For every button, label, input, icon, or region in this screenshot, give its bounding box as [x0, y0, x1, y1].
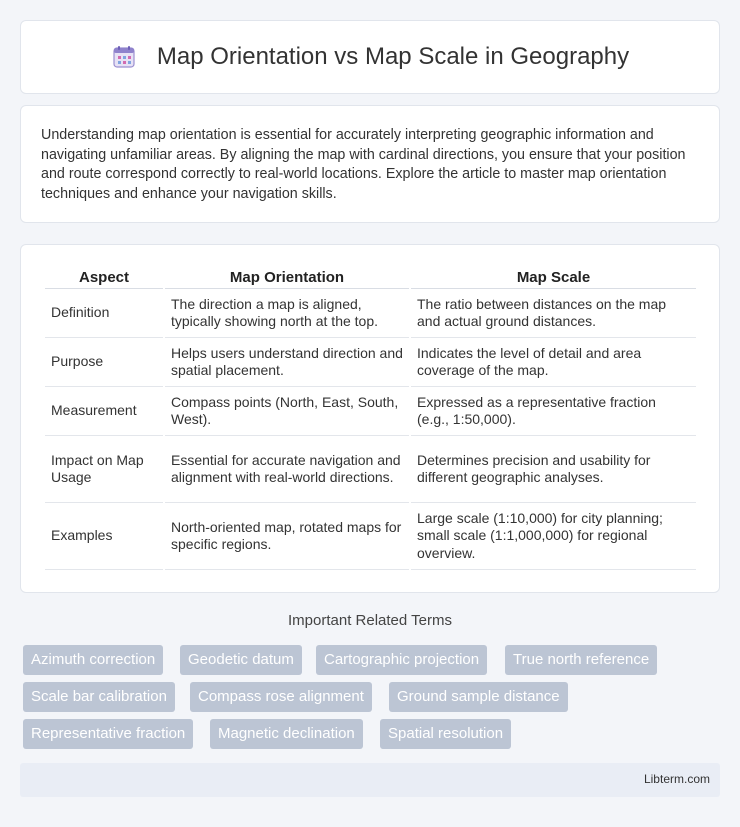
comparison-table [43, 265, 698, 570]
row-aspect: Impact on Map Usage [45, 436, 163, 503]
related-term-tag[interactable]: Cartographic projection [316, 645, 487, 675]
related-term-tag[interactable]: Magnetic declination [210, 719, 363, 749]
table-row [45, 338, 696, 387]
table-header-row [45, 265, 696, 289]
table-row [45, 387, 696, 436]
row-orientation: North-oriented map, rotated maps for specific regions. [165, 503, 409, 570]
related-term-tag[interactable]: Compass rose alignment [190, 682, 372, 712]
page-title: Map Orientation vs Map Scale in Geography [156, 43, 630, 70]
row-orientation: Essential for accurate navigation and alignment with real-world directions. [165, 436, 409, 503]
table-row [45, 436, 696, 503]
row-aspect: Measurement [45, 387, 163, 436]
row-scale: Indicates the level of detail and area coverage of the map. [411, 338, 696, 387]
calendar-icon [111, 44, 137, 70]
row-aspect: Purpose [45, 338, 163, 387]
row-aspect: Examples [45, 503, 163, 570]
related-term-tag[interactable]: Representative fraction [23, 719, 193, 749]
related-term-tag[interactable]: Spatial resolution [380, 719, 511, 749]
comparison-table-card [20, 244, 720, 593]
related-terms-title: Important Related Terms [288, 612, 452, 629]
row-orientation: Helps users understand direction and spatial placement. [165, 338, 409, 387]
row-orientation: The direction a map is aligned, typically showing north at the top. [165, 289, 409, 338]
related-term-tag[interactable]: Scale bar calibration [23, 682, 175, 712]
related-term-tag[interactable]: Azimuth correction [23, 645, 163, 675]
header-map-scale: Map Scale [411, 265, 696, 289]
related-term-tag[interactable]: True north reference [505, 645, 657, 675]
table-row [45, 503, 696, 570]
row-aspect: Definition [45, 289, 163, 338]
header-map-orientation: Map Orientation [165, 265, 409, 289]
row-scale: Determines precision and usability for different geographic analyses. [411, 436, 696, 503]
row-orientation: Compass points (North, East, South, West). [165, 387, 409, 436]
footer [20, 763, 720, 797]
related-term-tag[interactable]: Geodetic datum [180, 645, 302, 675]
title-card [20, 20, 720, 94]
related-term-tag[interactable]: Ground sample distance [389, 682, 568, 712]
intro-paragraph: Understanding map orientation is essential for accurately interpreting geographic information and navigating unfamiliar areas. By aligning the map with cardinal directions, you ensure that your position and route correspond correctly to real-world locations. Explore the article to master map orientation techniques and enhance your navigation skills. [41, 127, 686, 202]
header-aspect: Aspect [45, 265, 163, 289]
table-row [45, 289, 696, 338]
row-scale: The ratio between distances on the map and actual ground distances. [411, 289, 696, 338]
row-scale: Expressed as a representative fraction (e.g., 1:50,000). [411, 387, 696, 436]
intro-card [20, 105, 720, 223]
footer-site-link[interactable]: Libterm.com [643, 772, 710, 786]
row-scale: Large scale (1:10,000) for city planning; small scale (1:1,000,000) for regional overview. [411, 503, 696, 570]
